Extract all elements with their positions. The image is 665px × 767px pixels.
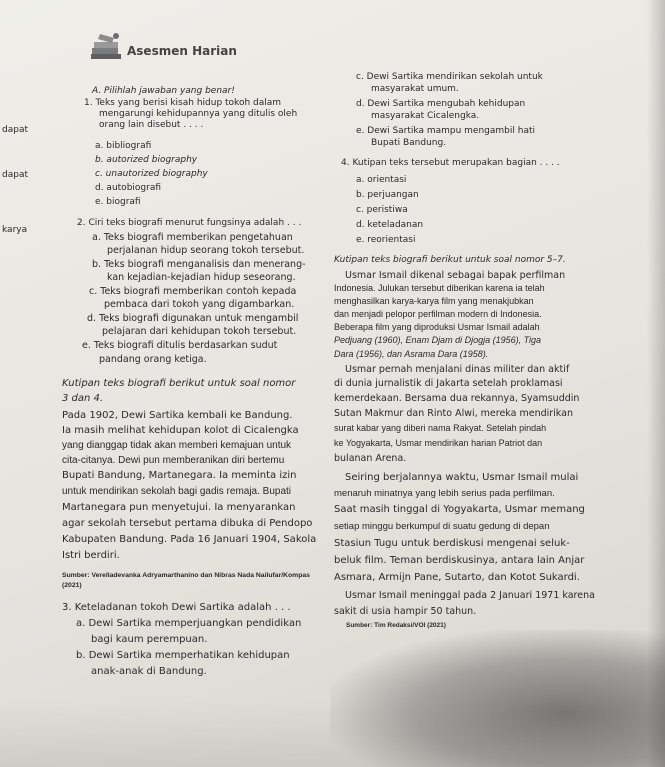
q2-option-b: b. Teks biografi menganalisis dan menerang- <box>92 259 306 270</box>
q1-stem: mengarungi kehidupannya yang ditulis oleh <box>99 109 298 119</box>
q2-option-e: e. Teks biografi ditulis berdasarkan sudut <box>82 340 278 351</box>
q1-option-c: masyarakat umum. <box>371 84 459 94</box>
passage2-line: menghasilkan karya-karya film yang menakjubkan <box>334 296 534 306</box>
q2-option-e: pandang orang ketiga. <box>99 354 207 365</box>
passage2-line: Sutan Makmur dan Rinto Alwi, mereka mendirikan <box>334 408 573 419</box>
q1-option: d. autobiografi <box>95 183 162 193</box>
source-credit: Sumber: Verelladevanka Adryamarthanino dan Nibras Nada Nailufar/Kompas <box>62 572 310 579</box>
q4-option: b. perjuangan <box>356 190 419 200</box>
passage2-line: Asmara, Armijn Pane, Sutarto, dan Kotot Sukardi. <box>334 572 580 583</box>
q1-option-e: Bupati Bandung. <box>371 138 447 148</box>
passage-line: yang dianggap tidak akan memberi kemajuan untuk <box>62 440 292 451</box>
q3-stem: 3. Keteladanan tokoh Dewi Sartika adalah . . . <box>62 602 291 613</box>
q1-stem: orang lain disebut . . . . <box>99 120 204 130</box>
passage-line: agar sekolah tersebut pertama dibuka di Pendopo <box>62 518 313 529</box>
q1-option: a. bibliografi <box>95 141 152 151</box>
passage-line: Martanegara pun menyetujui. Ia menyarankan <box>62 502 296 513</box>
passage2-line: surat kabar yang diberi nama Rakyat. Setelah pindah <box>334 423 547 433</box>
passage2-intro: Kutipan teks biografi berikut untuk soal nomor 5–7. <box>334 255 566 265</box>
passage2-line: beluk film. Teman berdiskusinya, antara lain Anjar <box>334 555 585 566</box>
passage-line: Istri berdiri. <box>62 550 120 561</box>
passage2-line: Usmar Ismail dikenal sebagai bapak perfilman <box>345 270 566 281</box>
q4-option: c. peristiwa <box>356 205 408 215</box>
passage2-line: Pedjuang (1960), Enam Djam di Djogja (1956), Tiga <box>334 335 542 345</box>
q1-option-e: e. Dewi Sartika mampu mengambil hati <box>356 126 535 136</box>
passage2-line: menaruh minatnya yang lebih serius pada perfilman. <box>334 488 555 499</box>
bottom-shadow <box>0 700 665 767</box>
q2-option-c: c. Teks biografi memberikan contoh kepada <box>89 286 297 297</box>
q3-option-b: anak-anak di Bandung. <box>91 666 207 677</box>
passage2-line: Dara (1956), dan Asrama Dara (1958). <box>334 349 489 359</box>
passage2-line: Seiring berjalannya waktu, Usmar Ismail mulai <box>345 472 579 483</box>
passage-line: untuk mendirikan sekolah bagi gadis remaja. Bupati <box>62 486 292 497</box>
q1-stem: 1. Teks yang berisi kisah hidup tokoh dalam <box>84 98 282 108</box>
q2-option-c: pembaca dari tokoh yang digambarkan. <box>104 299 295 310</box>
q1-option-c: c. Dewi Sartika mendirikan sekolah untuk <box>356 72 543 82</box>
margin-text: karya <box>2 225 28 235</box>
q4-option: d. keteladanan <box>356 220 424 230</box>
passage2-line: ke Yogyakarta, Usmar mendirikan harian Patriot dan <box>334 438 543 448</box>
passage2-line: sakit di usia hampir 50 tahun. <box>334 606 477 617</box>
passage-line: Bupati Bandung, Martanegara. Ia meminta izin <box>62 470 297 481</box>
q2-option-b: kan kejadian-kejadian hidup seseorang. <box>107 272 296 283</box>
q3-option-a: bagi kaum perempuan. <box>91 634 208 645</box>
passage2-line: Saat masih tinggal di Yogyakarta, Usmar memang <box>334 504 585 515</box>
passage-line: Pada 1902, Dewi Sartika kembali ke Bandung. <box>62 410 293 421</box>
margin-text: dapat <box>2 170 28 180</box>
q3-option-a: a. Dewi Sartika memperjuangkan pendidikan <box>76 618 302 629</box>
q3-option-b: b. Dewi Sartika memperhatikan kehidupan <box>76 650 290 661</box>
q2-option-d: pelajaran dari kehidupan tokoh tersebut. <box>102 326 297 337</box>
passage2-line: bulanan Arena. <box>334 453 407 464</box>
q1-option: b. autorized biography <box>95 155 198 165</box>
margin-text: dapat <box>2 125 28 135</box>
q4-option: e. reorientasi <box>356 235 416 245</box>
passage-intro: Kutipan teks biografi berikut untuk soal nomor <box>62 378 296 389</box>
passage2-line: Indonesia. Julukan tersebut diberikan karena ia telah <box>334 283 545 293</box>
passage2-line: dan menjadi pelopor perfilman modern di Indonesia. <box>334 309 542 319</box>
passage2-line: kemerdekaan. Bersama dua rekannya, Syamsuddin <box>334 393 580 404</box>
source-credit: Sumber: Tim Redaksi/VOI (2021) <box>346 622 446 629</box>
passage2-line: setiap minggu berkumpul di suatu gedung di depan <box>334 521 550 532</box>
passage-line: Kabupaten Bandung. Pada 16 Januari 1904, Sakola <box>62 534 317 545</box>
q1-option-d: masyarakat Cicalengka. <box>371 111 480 121</box>
passage2-line: Usmar pernah menjalani dinas militer dan aktif <box>345 364 570 375</box>
q2-option-a: perjalanan hidup seorang tokoh tersebut. <box>107 245 305 256</box>
q1-option-d: d. Dewi Sartika mengubah kehidupan <box>356 99 526 109</box>
book-stack-icon <box>88 30 124 62</box>
passage-line: cita-citanya. Dewi pun memberanikan diri bertemu <box>62 455 285 466</box>
q4-stem: 4. Kutipan teks tersebut merupakan bagian . . . . <box>341 158 560 168</box>
passage2-line: di dunia jurnalistik di Jakarta setelah proklamasi <box>334 378 563 389</box>
q2-stem: 2. Ciri teks biografi menurut fungsinya adalah . . . <box>77 218 302 228</box>
q2-option-d: d. Teks biografi digunakan untuk mengambil <box>87 313 299 324</box>
passage-intro: 3 dan 4. <box>62 393 104 404</box>
passage2-line: Stasiun Tugu untuk berdiskusi mengenai seluk- <box>334 538 570 549</box>
passage2-line: Beberapa film yang diproduksi Usmar Ismail adalah <box>334 322 540 332</box>
q4-option: a. orientasi <box>356 175 407 185</box>
passage2-line: Usmar Ismail meninggal pada 2 Januari 1971 karena <box>345 590 595 601</box>
q2-option-a: a. Teks biografi memberikan pengetahuan <box>92 232 293 243</box>
source-credit: (2021) <box>62 582 82 589</box>
q1-option: e. biografi <box>95 197 141 207</box>
passage-line: Ia masih melihat kehidupan kolot di Cicalengka <box>62 425 299 436</box>
instruction: A. Pilihlah jawaban yang benar! <box>92 86 235 96</box>
page-title: Asesmen Harian <box>127 44 237 58</box>
q1-option: c. unautorized biography <box>95 169 208 179</box>
